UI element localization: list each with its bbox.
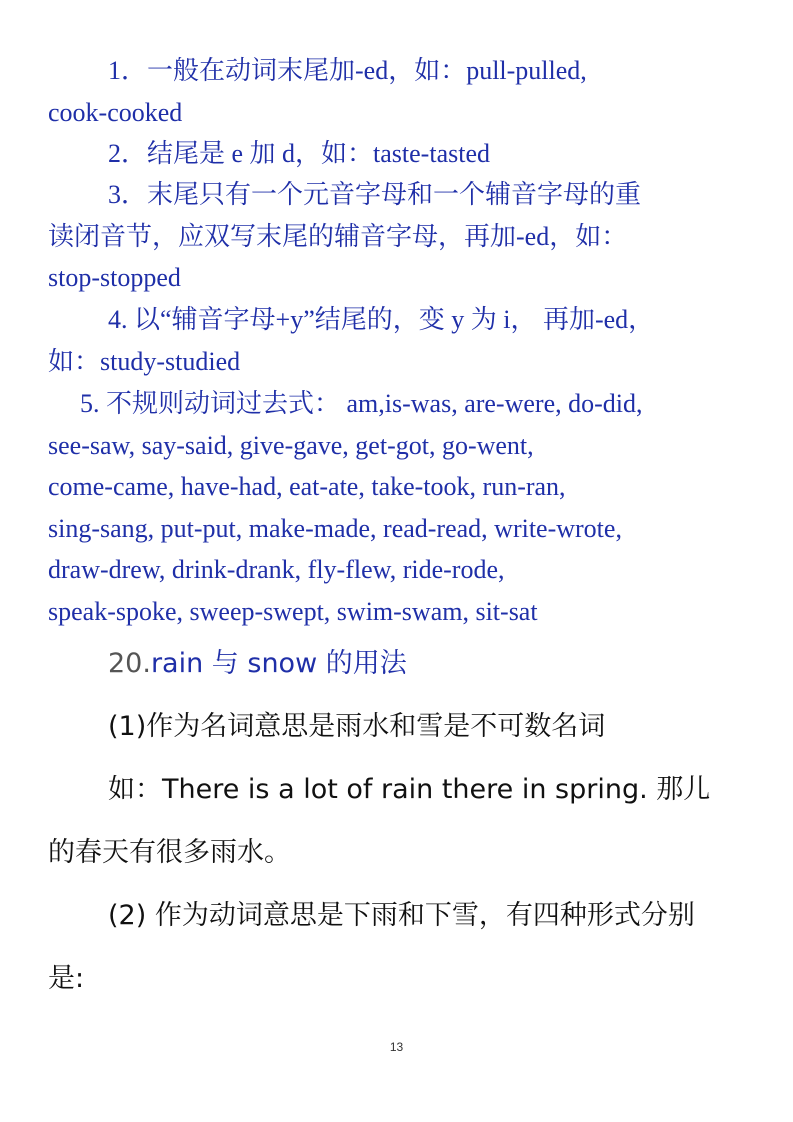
section-title: rain 与 snow 的用法 <box>150 648 407 679</box>
point-2-line-2: 是: <box>48 963 85 994</box>
rule-3 <box>48 174 748 299</box>
rule-4 <box>48 299 748 382</box>
rule-5-line-5: draw-drew, drink-drank, fly-flew, ride-rode, <box>48 555 505 585</box>
page-number: 13 <box>389 1040 404 1054</box>
rule-2 <box>48 133 748 175</box>
example-1-line-1: 如：There is a lot of rain there in spring. 那儿 <box>108 774 711 805</box>
section-heading <box>48 632 748 695</box>
example-1-line-2: 的春天有很多雨水。 <box>48 837 291 868</box>
rule-1-line-1: 1．一般在动词末尾加-ed，如：pull-pulled, <box>108 56 587 85</box>
rule-5 <box>48 383 748 633</box>
section-number: 20. <box>108 648 151 679</box>
point-1: (1)作为名词意思是雨水和雪是不可数名词 <box>108 711 606 742</box>
point-2-line-1: (2) 作为动词意思是下雨和下雪，有四种形式分别 <box>108 900 695 931</box>
rule-3-line-2: 读闭音节，应双写末尾的辅音字母，再加-ed，如： <box>48 221 628 251</box>
rule-4-line-2: 如：study-studied <box>48 346 241 376</box>
rule-5-line-1: 5. 不规则动词过去式： am,is-was, are-were, do-did, <box>80 389 643 418</box>
rule-3-line-1: 3．末尾只有一个元音字母和一个辅音字母的重 <box>108 180 642 209</box>
rule-5-line-4: sing-sang, put-put, make-made, read-read, write-wrote, <box>48 513 622 543</box>
rule-1 <box>48 50 748 133</box>
rule-5-line-2: see-saw, say-said, give-gave, get-got, go-went, <box>48 430 534 460</box>
rule-2-line-1: 2．结尾是 e 加 d，如：taste-tasted <box>108 139 490 168</box>
rule-4-line-1: 4. 以“辅音字母+y”结尾的，变 y 为 i， 再加-ed， <box>108 305 655 334</box>
rule-3-line-3: stop-stopped <box>48 263 181 293</box>
section-20 <box>48 632 748 1010</box>
rule-5-line-6: speak-spoke, sweep-swept, swim-swam, sit-sat <box>48 596 538 626</box>
rule-1-line-2: cook-cooked <box>48 97 183 127</box>
rule-5-line-3: come-came, have-had, eat-ate, take-took, run-ran, <box>48 472 566 502</box>
